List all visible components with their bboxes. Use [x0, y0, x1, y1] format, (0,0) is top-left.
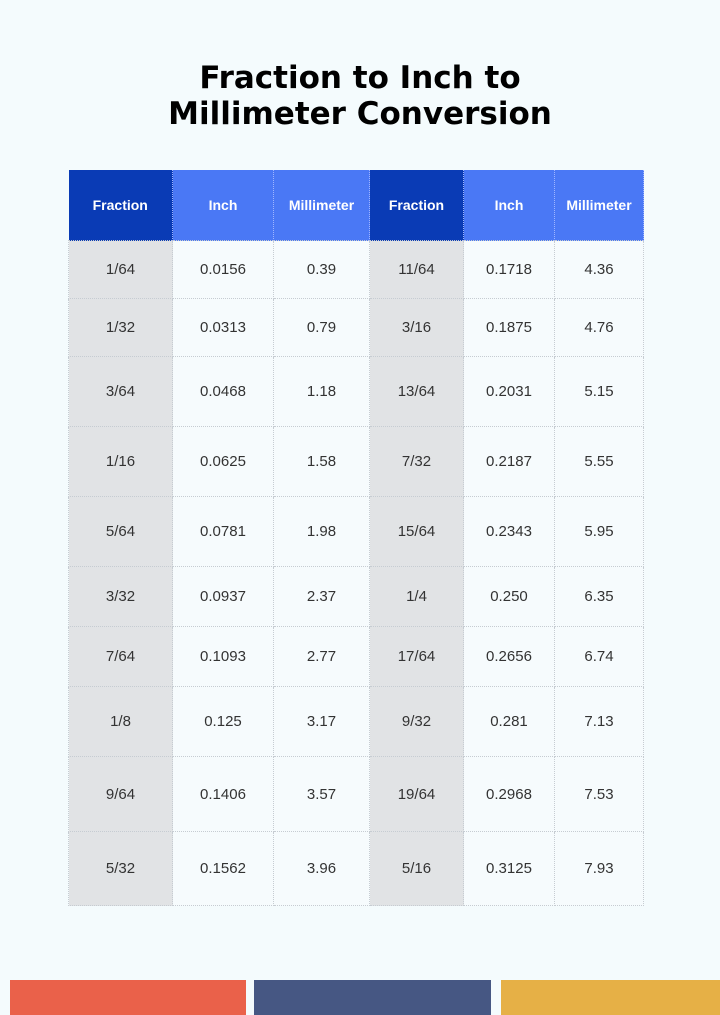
- header-inch: Inch: [173, 170, 274, 241]
- millimeter-cell: 0.39: [274, 241, 370, 299]
- inch-cell: 0.0937: [173, 567, 274, 627]
- millimeter-cell: 6.35: [555, 567, 644, 627]
- table-header-row: [69, 170, 644, 241]
- table-row: [69, 299, 644, 357]
- millimeter-cell: 2.37: [274, 567, 370, 627]
- inch-cell: 0.125: [173, 687, 274, 757]
- inch-cell: 0.2031: [464, 357, 555, 427]
- table-row: [69, 627, 644, 687]
- header-inch: Inch: [464, 170, 555, 241]
- millimeter-cell: 1.58: [274, 427, 370, 497]
- millimeter-cell: 7.93: [555, 832, 644, 906]
- inch-cell: 0.1562: [173, 832, 274, 906]
- fraction-cell: 19/64: [370, 757, 464, 832]
- fraction-cell: 13/64: [370, 357, 464, 427]
- fraction-cell: 15/64: [370, 497, 464, 567]
- fraction-cell: 1/64: [69, 241, 173, 299]
- table-row: [69, 757, 644, 832]
- fraction-cell: 7/64: [69, 627, 173, 687]
- title-line-2: Millimeter Conversion: [168, 96, 552, 132]
- millimeter-cell: 3.17: [274, 687, 370, 757]
- table-row: [69, 687, 644, 757]
- millimeter-cell: 7.53: [555, 757, 644, 832]
- table-row: [69, 357, 644, 427]
- fraction-cell: 3/16: [370, 299, 464, 357]
- millimeter-cell: 3.96: [274, 832, 370, 906]
- footer-stripe-navy: [254, 980, 491, 1015]
- inch-cell: 0.0156: [173, 241, 274, 299]
- inch-cell: 0.1875: [464, 299, 555, 357]
- inch-cell: 0.2343: [464, 497, 555, 567]
- fraction-cell: 5/16: [370, 832, 464, 906]
- inch-cell: 0.2968: [464, 757, 555, 832]
- millimeter-cell: 5.15: [555, 357, 644, 427]
- header-millimeter: Millimeter: [274, 170, 370, 241]
- footer-stripe-gold: [501, 980, 720, 1015]
- inch-cell: 0.0781: [173, 497, 274, 567]
- fraction-cell: 1/8: [69, 687, 173, 757]
- header-millimeter: Millimeter: [555, 170, 644, 241]
- title-line-1: Fraction to Inch to: [199, 60, 521, 96]
- millimeter-cell: 1.18: [274, 357, 370, 427]
- millimeter-cell: 3.57: [274, 757, 370, 832]
- millimeter-cell: 2.77: [274, 627, 370, 687]
- footer-stripe-red: [10, 980, 246, 1015]
- table-row: [69, 567, 644, 627]
- fraction-cell: 5/64: [69, 497, 173, 567]
- header-fraction: Fraction: [370, 170, 464, 241]
- table-row: [69, 427, 644, 497]
- fraction-cell: 3/64: [69, 357, 173, 427]
- inch-cell: 0.0313: [173, 299, 274, 357]
- inch-cell: 0.281: [464, 687, 555, 757]
- fraction-cell: 7/32: [370, 427, 464, 497]
- table-row: [69, 832, 644, 906]
- table-row: [69, 241, 644, 299]
- inch-cell: 0.2656: [464, 627, 555, 687]
- millimeter-cell: 1.98: [274, 497, 370, 567]
- millimeter-cell: 4.76: [555, 299, 644, 357]
- millimeter-cell: 6.74: [555, 627, 644, 687]
- fraction-cell: 1/16: [69, 427, 173, 497]
- fraction-cell: 1/32: [69, 299, 173, 357]
- millimeter-cell: 7.13: [555, 687, 644, 757]
- table-row: [69, 497, 644, 567]
- inch-cell: 0.0625: [173, 427, 274, 497]
- inch-cell: 0.3125: [464, 832, 555, 906]
- inch-cell: 0.250: [464, 567, 555, 627]
- inch-cell: 0.1093: [173, 627, 274, 687]
- page-title: [0, 60, 720, 132]
- inch-cell: 0.1718: [464, 241, 555, 299]
- millimeter-cell: 5.55: [555, 427, 644, 497]
- inch-cell: 0.0468: [173, 357, 274, 427]
- millimeter-cell: 4.36: [555, 241, 644, 299]
- fraction-cell: 11/64: [370, 241, 464, 299]
- inch-cell: 0.2187: [464, 427, 555, 497]
- conversion-table: [68, 170, 644, 906]
- fraction-cell: 3/32: [69, 567, 173, 627]
- millimeter-cell: 5.95: [555, 497, 644, 567]
- fraction-cell: 9/64: [69, 757, 173, 832]
- inch-cell: 0.1406: [173, 757, 274, 832]
- fraction-cell: 9/32: [370, 687, 464, 757]
- millimeter-cell: 0.79: [274, 299, 370, 357]
- fraction-cell: 17/64: [370, 627, 464, 687]
- header-fraction: Fraction: [69, 170, 173, 241]
- fraction-cell: 1/4: [370, 567, 464, 627]
- fraction-cell: 5/32: [69, 832, 173, 906]
